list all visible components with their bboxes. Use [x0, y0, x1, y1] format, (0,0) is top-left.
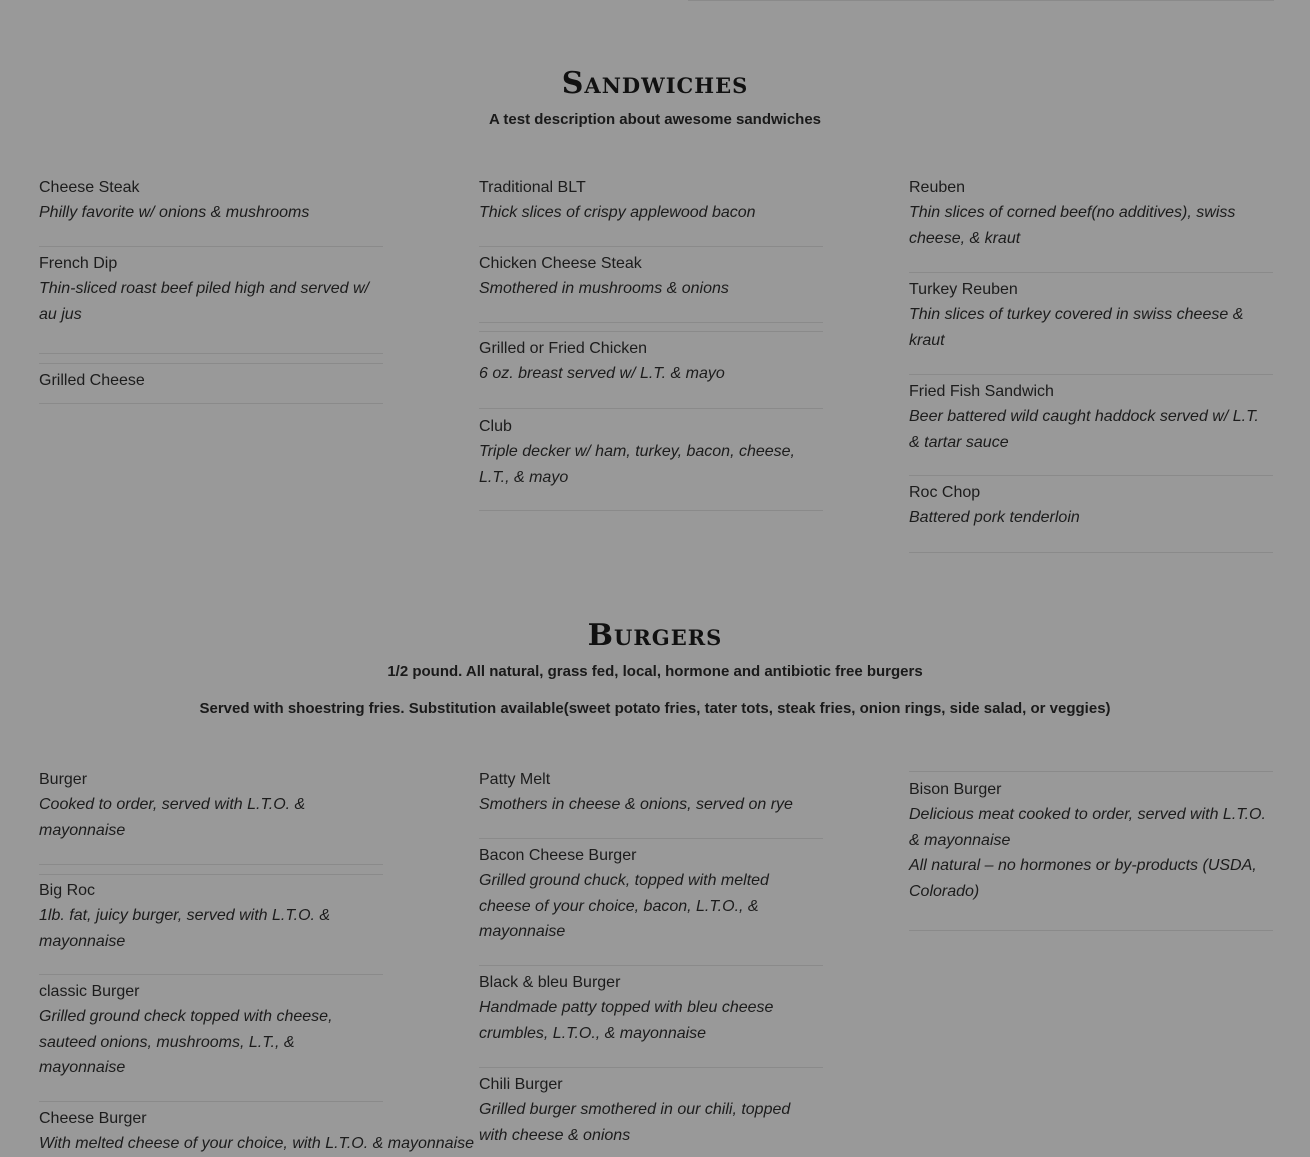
item-description: Thin-sliced roast beef piled high and served w/ au jus [39, 280, 369, 323]
item-description: Thin slices of turkey covered in swiss cheese & kraut [909, 306, 1244, 349]
item-description: Grilled ground check topped with cheese, sauteed onions, mushrooms, L.T., & mayonnaise [39, 1008, 333, 1076]
menu-item [479, 768, 823, 839]
item-description: Grilled burger smothered in our chili, topped with cheese & onions [479, 1101, 791, 1144]
item-name: Reuben [909, 179, 966, 196]
menu-item [39, 369, 383, 404]
item-name: Cheese Steak [39, 179, 140, 196]
sandwiches-description: A test description about awesome sandwiches [488, 111, 822, 128]
sandwiches-column-2 [479, 176, 823, 511]
sandwiches-column-3 [909, 176, 1273, 553]
item-name: Traditional BLT [479, 179, 586, 196]
menu-item [39, 252, 383, 354]
item-name: Chili Burger [479, 1076, 563, 1093]
item-description-note: All natural – no hormones or by-products (USDA, Colorado) [909, 857, 1257, 900]
item-name: Chicken Cheese Steak [479, 255, 642, 272]
menu-item [39, 875, 383, 975]
item-description: 1lb. fat, juicy burger, served with L.T.O. & mayonnaise [39, 907, 331, 950]
item-description: Grilled ground chuck, topped with melted cheese of your choice, bacon, L.T.O., & mayonnaise [479, 872, 769, 940]
item-description: Delicious meat cooked to order, served with L.T.O. & mayonnaise [909, 806, 1266, 849]
burgers-column-2 [479, 768, 823, 1148]
item-name: French Dip [39, 255, 118, 272]
menu-item [909, 481, 1273, 553]
menu-item [39, 1107, 475, 1157]
item-name: Bison Burger [909, 781, 1002, 798]
item-description: Philly favorite w/ onions & mushrooms [39, 204, 310, 221]
burgers-column-1 [39, 768, 475, 1157]
menu-item [39, 768, 383, 865]
item-name: Big Roc [39, 882, 96, 899]
burgers-column-3 [909, 771, 1273, 931]
divider [39, 363, 383, 364]
menu-item [909, 380, 1273, 476]
item-name: Bacon Cheese Burger [479, 847, 637, 864]
item-description: Thin slices of corned beef(no additives), swiss cheese, & kraut [909, 204, 1236, 247]
item-name: Patty Melt [479, 771, 551, 788]
menu-item [479, 844, 823, 966]
menu-item [39, 980, 383, 1102]
item-name: Burger [39, 771, 88, 788]
item-name: Cheese Burger [39, 1110, 147, 1127]
burgers-section [0, 618, 1310, 717]
menu-item [909, 176, 1273, 273]
item-description: 6 oz. breast served w/ L.T. & mayo [479, 365, 725, 382]
item-description: Cooked to order, served with L.T.O. & mayonnaise [39, 796, 306, 839]
item-description: Beer battered wild caught haddock served w/ L.T. & tartar sauce [909, 408, 1259, 451]
sandwiches-section [0, 66, 1310, 128]
burgers-sides-note: Served with shoestring fries. Substitution available(sweet potato fries, tater tots, steak fries, onion rings, side salad, or veggies) [199, 700, 1111, 717]
burgers-title: Burgers [587, 618, 723, 653]
item-name: Turkey Reuben [909, 281, 1018, 298]
item-name: Black & bleu Burger [479, 974, 621, 991]
menu-item [479, 415, 823, 511]
sandwiches-title: Sandwiches [561, 66, 749, 101]
item-name: Roc Chop [909, 484, 981, 501]
menu-item [479, 971, 823, 1068]
top-divider [688, 0, 1274, 1]
item-description: Triple decker w/ ham, turkey, bacon, cheese, L.T., & mayo [479, 443, 795, 486]
menu-item [909, 772, 1273, 931]
menu-item [479, 1073, 823, 1148]
item-description: With melted cheese of your choice, with L.T.O. & mayonnaise [39, 1135, 475, 1152]
item-description: Smothers in cheese & onions, served on rye [479, 796, 793, 813]
item-description: Thick slices of crispy applewood bacon [479, 204, 756, 221]
item-description: Battered pork tenderloin [909, 509, 1080, 526]
burgers-description: 1/2 pound. All natural, grass fed, local, hormone and antibiotic free burgers [387, 663, 923, 680]
item-name: Fried Fish Sandwich [909, 383, 1054, 400]
menu-item [479, 252, 823, 323]
item-name: Grilled or Fried Chicken [479, 340, 648, 357]
menu-item [479, 332, 823, 409]
item-name: Club [479, 418, 512, 435]
menu-item [909, 278, 1273, 375]
item-name: Grilled Cheese [39, 372, 145, 389]
menu-item [479, 176, 823, 247]
menu-item [39, 176, 383, 247]
item-description: Smothered in mushrooms & onions [479, 280, 729, 297]
sandwiches-column-1 [39, 176, 383, 404]
item-description: Handmade patty topped with bleu cheese crumbles, L.T.O., & mayonnaise [479, 999, 774, 1042]
item-name: classic Burger [39, 983, 140, 1000]
